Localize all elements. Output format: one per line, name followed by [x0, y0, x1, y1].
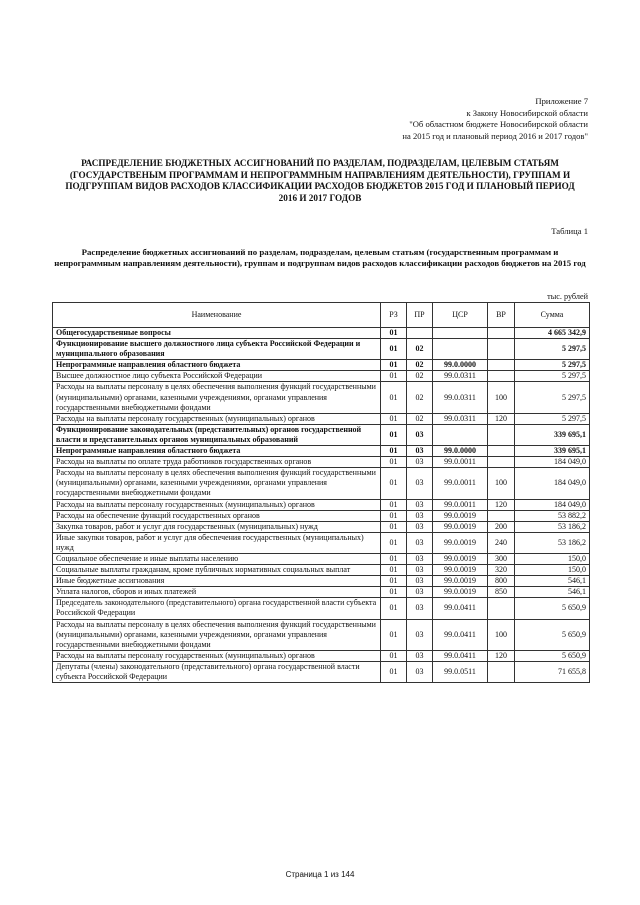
page-footer: Страница 1 из 144 [285, 870, 355, 879]
cell-sum: 546,1 [515, 587, 590, 598]
cell-pr: 03 [407, 424, 433, 445]
cell-sum: 5 650,9 [515, 619, 590, 650]
cell-pr: 03 [407, 650, 433, 661]
column-header-sum: Сумма [515, 303, 590, 328]
table-row [53, 576, 590, 587]
cell-pr: 03 [407, 499, 433, 510]
cell-vr [488, 446, 515, 457]
table-row [53, 371, 590, 382]
cell-pr: 03 [407, 598, 433, 619]
cell-vr: 120 [488, 413, 515, 424]
cell-name: Расходы на выплаты персоналу в целях обеспечения выполнения функций государственными (муниципальными) органами, казенными учреждениями, органами управления государственными внебюджетными фондами [53, 382, 381, 413]
cell-sum: 5 297,5 [515, 382, 590, 413]
cell-name: Расходы на выплаты персоналу в целях обеспечения выполнения функций государственными (муниципальными) органами, казенными учреждениями, органами управления государственными внебюджетными фондами [53, 468, 381, 499]
cell-csr [433, 328, 488, 339]
table-subtitle: Распределение бюджетных ассигнований по разделам, подразделам, целевым статьям (государственным программам и непрограммным направлениям деятельности), группам и подгруппам видов расходов классификации расходов бюджетов на 2015 год [54, 247, 586, 269]
table-header-row [53, 303, 590, 328]
cell-pr: 03 [407, 576, 433, 587]
appendix-line: "Об областном бюджете Новосибирской области [409, 119, 588, 130]
cell-vr: 100 [488, 382, 515, 413]
cell-sum: 5 297,5 [515, 413, 590, 424]
cell-sum: 4 665 342,9 [515, 328, 590, 339]
cell-sum: 5 297,5 [515, 339, 590, 360]
cell-sum: 546,1 [515, 576, 590, 587]
cell-pr: 03 [407, 521, 433, 532]
table-row [53, 565, 590, 576]
cell-vr [488, 661, 515, 682]
cell-csr: 99.0.0019 [433, 565, 488, 576]
table-row [53, 619, 590, 650]
cell-rz: 01 [381, 598, 407, 619]
cell-csr: 99.0.0019 [433, 576, 488, 587]
cell-csr: 99.0.0011 [433, 499, 488, 510]
cell-name: Высшее должностное лицо субъекта Российской Федерации [53, 371, 381, 382]
cell-rz: 01 [381, 457, 407, 468]
cell-vr: 300 [488, 553, 515, 564]
cell-pr: 03 [407, 587, 433, 598]
cell-vr: 240 [488, 532, 515, 553]
cell-csr: 99.0.0511 [433, 661, 488, 682]
cell-name: Непрограммные направления областного бюджета [53, 446, 381, 457]
cell-rz: 01 [381, 553, 407, 564]
cell-rz: 01 [381, 565, 407, 576]
cell-rz: 01 [381, 499, 407, 510]
cell-name: Функционирование законодательных (представительных) органов государственной власти и представительных органов муниципальных образований [53, 424, 381, 445]
cell-csr: 99.0.0411 [433, 598, 488, 619]
cell-csr: 99.0.0000 [433, 360, 488, 371]
cell-vr: 100 [488, 468, 515, 499]
cell-vr [488, 510, 515, 521]
cell-csr: 99.0.0311 [433, 382, 488, 413]
cell-pr: 03 [407, 468, 433, 499]
document-title: РАСПРЕДЕЛЕНИЕ БЮДЖЕТНЫХ АССИГНОВАНИЙ ПО РАЗДЕЛАМ, ПОДРАЗДЕЛАМ, ЦЕЛЕВЫМ СТАТЬЯМ (ГОСУДАРСТВЕНЫМ ПРОГРАММАМ И НЕПРОГРАММНЫМ НАПРАВЛЕНИЯМ ДЕЯТЕЛЬНОСТИ), ГРУППАМ И ПОДГРУППАМ ВИДОВ РАСХОДОВ КЛАССИФИКАЦИИ РАСХОДОВ БЮДЖЕТОВ 2015 ГОД И ПЛАНОВЫЙ ПЕРИОД 2016 И 2017 ГОДОВ [65, 158, 575, 203]
table-row [53, 661, 590, 682]
cell-vr: 100 [488, 619, 515, 650]
cell-sum: 150,0 [515, 565, 590, 576]
cell-pr: 03 [407, 532, 433, 553]
table-row [53, 650, 590, 661]
cell-rz: 01 [381, 446, 407, 457]
cell-name: Закупка товаров, работ и услуг для государственных (муниципальных) нужд [53, 521, 381, 532]
cell-rz: 01 [381, 424, 407, 445]
budget-table [52, 302, 590, 683]
cell-pr: 02 [407, 339, 433, 360]
cell-name: Иные бюджетные ассигнования [53, 576, 381, 587]
cell-sum: 53 186,2 [515, 521, 590, 532]
table-row [53, 424, 590, 445]
cell-sum: 150,0 [515, 553, 590, 564]
cell-vr: 320 [488, 565, 515, 576]
cell-vr: 120 [488, 650, 515, 661]
cell-sum: 5 297,5 [515, 371, 590, 382]
cell-csr: 99.0.0019 [433, 510, 488, 521]
table-row [53, 328, 590, 339]
cell-name: Расходы на выплаты персоналу государственных (муниципальных) органов [53, 650, 381, 661]
cell-csr: 99.0.0411 [433, 650, 488, 661]
column-header-rz: РЗ [381, 303, 407, 328]
cell-pr: 03 [407, 553, 433, 564]
table-row [53, 499, 590, 510]
cell-rz: 01 [381, 661, 407, 682]
cell-rz: 01 [381, 510, 407, 521]
cell-pr: 02 [407, 413, 433, 424]
cell-pr: 03 [407, 565, 433, 576]
appendix-line: к Закону Новосибирской области [466, 107, 588, 118]
cell-sum: 5 650,9 [515, 650, 590, 661]
table-row [53, 446, 590, 457]
appendix-reference [402, 96, 588, 142]
cell-vr: 200 [488, 521, 515, 532]
cell-vr: 850 [488, 587, 515, 598]
cell-csr: 99.0.0019 [433, 553, 488, 564]
table-row [53, 521, 590, 532]
table-label: Таблица 1 [551, 226, 588, 236]
cell-rz: 01 [381, 521, 407, 532]
cell-sum: 5 650,9 [515, 598, 590, 619]
table-row [53, 360, 590, 371]
cell-vr [488, 424, 515, 445]
cell-rz: 01 [381, 328, 407, 339]
column-header-csr: ЦСР [433, 303, 488, 328]
cell-rz: 01 [381, 382, 407, 413]
cell-pr [407, 328, 433, 339]
cell-csr: 99.0.0311 [433, 413, 488, 424]
column-header-name: Наименование [53, 303, 381, 328]
cell-name: Иные закупки товаров, работ и услуг для обеспечения государственных (муниципальных) нужд [53, 532, 381, 553]
table-row [53, 587, 590, 598]
units-label: тыс. рублей [547, 292, 588, 301]
cell-name: Расходы на выплаты по оплате труда работников государственных органов [53, 457, 381, 468]
cell-csr [433, 424, 488, 445]
cell-sum: 53 186,2 [515, 532, 590, 553]
table-row [53, 598, 590, 619]
cell-name: Функционирование высшего должностного лица субъекта Российской Федерации и муниципального образования [53, 339, 381, 360]
cell-name: Уплата налогов, сборов и иных платежей [53, 587, 381, 598]
cell-pr: 03 [407, 457, 433, 468]
appendix-line: на 2015 год и плановый период 2016 и 2017 годов" [402, 130, 588, 141]
table-row [53, 510, 590, 521]
cell-vr [488, 360, 515, 371]
table-row [53, 532, 590, 553]
cell-sum: 184 049,0 [515, 457, 590, 468]
cell-pr: 03 [407, 661, 433, 682]
cell-rz: 01 [381, 587, 407, 598]
cell-csr [433, 339, 488, 360]
cell-rz: 01 [381, 339, 407, 360]
cell-sum: 339 695,1 [515, 424, 590, 445]
cell-vr [488, 371, 515, 382]
cell-sum: 184 049,0 [515, 468, 590, 499]
cell-vr: 800 [488, 576, 515, 587]
cell-rz: 01 [381, 360, 407, 371]
cell-name: Депутаты (члены) законодательного (представительного) органа государственной власти субъекта Российской Федерации [53, 661, 381, 682]
table-row [53, 382, 590, 413]
cell-pr: 02 [407, 382, 433, 413]
cell-csr: 99.0.0011 [433, 457, 488, 468]
column-header-pr: ПР [407, 303, 433, 328]
cell-rz: 01 [381, 532, 407, 553]
cell-csr: 99.0.0019 [433, 532, 488, 553]
cell-name: Непрограммные направления областного бюджета [53, 360, 381, 371]
table-row [53, 457, 590, 468]
cell-pr: 02 [407, 371, 433, 382]
cell-name: Председатель законодательного (представительного) органа государственной власти субъекта Российской Федерации [53, 598, 381, 619]
cell-name: Социальные выплаты гражданам, кроме публичных нормативных социальных выплат [53, 565, 381, 576]
cell-name: Расходы на выплаты персоналу в целях обеспечения выполнения функций государственными (муниципальными) органами, казенными учреждениями, органами управления государственными внебюджетными фондами [53, 619, 381, 650]
table-body [53, 328, 590, 683]
cell-csr: 99.0.0411 [433, 619, 488, 650]
table-row [53, 553, 590, 564]
cell-rz: 01 [381, 619, 407, 650]
cell-rz: 01 [381, 650, 407, 661]
table-row [53, 339, 590, 360]
cell-name: Расходы на обеспечение функций государственных органов [53, 510, 381, 521]
cell-sum: 339 695,1 [515, 446, 590, 457]
cell-csr: 99.0.0311 [433, 371, 488, 382]
cell-rz: 01 [381, 576, 407, 587]
cell-sum: 53 882,2 [515, 510, 590, 521]
cell-name: Расходы на выплаты персоналу государственных (муниципальных) органов [53, 413, 381, 424]
cell-pr: 03 [407, 619, 433, 650]
cell-csr: 99.0.0000 [433, 446, 488, 457]
cell-csr: 99.0.0019 [433, 587, 488, 598]
cell-pr: 03 [407, 446, 433, 457]
cell-name: Общегосударственные вопросы [53, 328, 381, 339]
cell-vr: 120 [488, 499, 515, 510]
appendix-line: Приложение 7 [535, 96, 588, 106]
cell-name: Социальное обеспечение и иные выплаты населению [53, 553, 381, 564]
cell-sum: 5 297,5 [515, 360, 590, 371]
cell-rz: 01 [381, 468, 407, 499]
cell-sum: 184 049,0 [515, 499, 590, 510]
cell-vr [488, 339, 515, 360]
cell-vr [488, 457, 515, 468]
column-header-vr: ВР [488, 303, 515, 328]
cell-csr: 99.0.0011 [433, 468, 488, 499]
cell-rz: 01 [381, 413, 407, 424]
cell-pr: 02 [407, 360, 433, 371]
cell-rz: 01 [381, 371, 407, 382]
cell-name: Расходы на выплаты персоналу государственных (муниципальных) органов [53, 499, 381, 510]
table-row [53, 468, 590, 499]
cell-vr [488, 598, 515, 619]
table-row [53, 413, 590, 424]
cell-pr: 03 [407, 510, 433, 521]
cell-csr: 99.0.0019 [433, 521, 488, 532]
cell-vr [488, 328, 515, 339]
cell-sum: 71 655,8 [515, 661, 590, 682]
